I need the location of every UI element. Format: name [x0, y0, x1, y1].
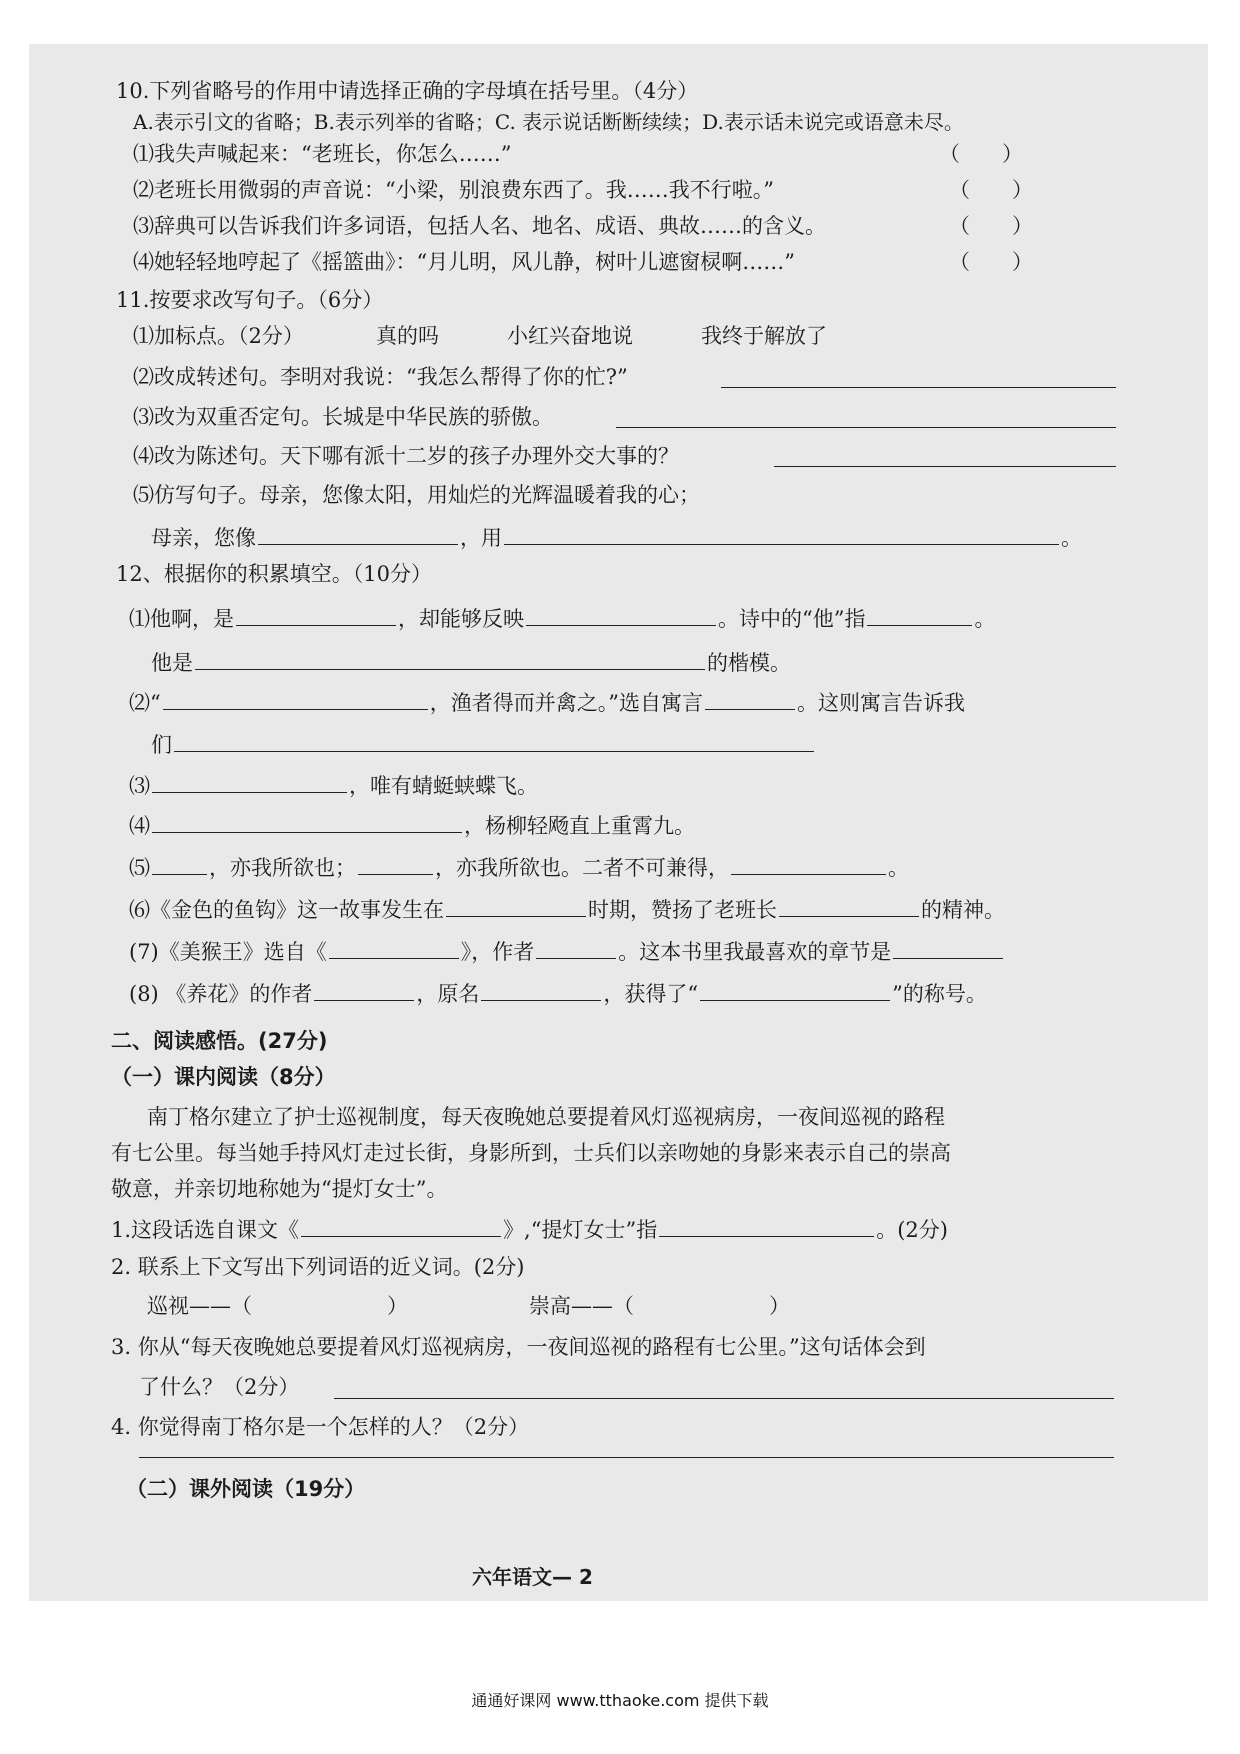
- blank[interactable]: [536, 934, 616, 959]
- blank[interactable]: [329, 934, 459, 959]
- q12-line-10: [129, 976, 987, 1009]
- blank[interactable]: [446, 892, 586, 917]
- text: 的精神。: [921, 898, 1005, 922]
- q12-line-4: [151, 727, 816, 760]
- blank[interactable]: [481, 976, 601, 1001]
- answer-line-reading-q4[interactable]: [139, 1457, 1114, 1458]
- q10-options: A.表示引文的省略；B.表示列举的省略；C. 表示说话断断续续；D.表示话未说完或语意未尽。: [133, 110, 964, 134]
- q10-item-2: ⑵老班长用微弱的声音说：“小梁，别浪费东西了。我……我不行啦。”: [133, 178, 774, 202]
- blank[interactable]: [867, 601, 972, 626]
- blank[interactable]: [705, 685, 795, 710]
- text: ⑵“: [129, 691, 161, 715]
- blank[interactable]: [504, 520, 1059, 545]
- answer-paren-1[interactable]: （ ）: [939, 142, 1023, 166]
- text: ，用: [460, 526, 502, 550]
- q11-title: 11.按要求改写句子。（6分）: [116, 288, 384, 312]
- q11-p1-part-c: 我终于解放了: [701, 324, 827, 348]
- blank[interactable]: [526, 601, 716, 626]
- text: ，亦我所欲也。二者不可兼得，: [435, 856, 729, 880]
- text: ，原名: [416, 982, 480, 1006]
- q10-item-3: ⑶辞典可以告诉我们许多词语，包括人名、地名、成语、典故……的含义。: [133, 214, 826, 238]
- text: ）: [387, 1294, 408, 1318]
- q11-p1-label: ⑴加标点。（2分）: [133, 324, 304, 348]
- q12-line-8: [129, 892, 1005, 925]
- text: ，杨柳轻飏直上重霄九。: [464, 814, 695, 838]
- text: 。诗中的“他”指: [718, 607, 866, 631]
- q12-line-1: [129, 601, 995, 634]
- text: ⑶: [129, 774, 150, 798]
- blank[interactable]: [258, 520, 458, 545]
- answer-paren-3[interactable]: （ ）: [949, 214, 1033, 238]
- text: ⑸: [129, 856, 150, 880]
- reading-q3-cont: 了什么？（2分）: [139, 1375, 300, 1399]
- reading-q2: 2. 联系上下文写出下列词语的近义词。(2分): [111, 1255, 525, 1279]
- reading-q4: 4. 你觉得南丁格尔是一个怎样的人？（2分）: [111, 1415, 530, 1439]
- q10-item-1: ⑴我失声喊起来：“老班长，你怎么……”: [133, 142, 512, 166]
- answer-line-q11-p3[interactable]: [616, 427, 1116, 428]
- q11-p5: ⑸仿写句子。母亲，您像太阳，用灿烂的光辉温暖着我的心；: [133, 483, 700, 507]
- q12-line-2: [151, 645, 791, 678]
- blank[interactable]: [700, 976, 890, 1001]
- text: 》，作者: [460, 940, 535, 964]
- text: 崇高——（: [529, 1294, 634, 1318]
- q12-line-9: [129, 934, 1005, 967]
- reading-q2-b: [529, 1291, 790, 1321]
- text: ⑷: [129, 814, 150, 838]
- text: 1.这段话选自课文《: [111, 1218, 300, 1242]
- text: ⑴他啊，是: [129, 607, 234, 631]
- text: (8) 《养花》的作者: [129, 982, 313, 1006]
- q11-p2: ⑵改成转述句。李明对我说：“我怎么帮得了你的忙?”: [133, 365, 628, 389]
- blank[interactable]: [314, 976, 414, 1001]
- reading-q2-a: [147, 1291, 408, 1321]
- text: 他是: [151, 651, 193, 675]
- blank[interactable]: [301, 1212, 501, 1237]
- text: ，却能够反映: [398, 607, 524, 631]
- q10-item-4: ⑷她轻轻地哼起了《摇篮曲》：“月儿明，风儿静，树叶儿遮窗棂啊……”: [133, 250, 795, 274]
- q10-title: 10.下列省略号的作用中请选择正确的字母填在括号里。（4分）: [116, 79, 699, 103]
- text: ）: [769, 1294, 790, 1318]
- blank[interactable]: [236, 601, 396, 626]
- q12-title: 12、根据你的积累填空。（10分）: [116, 562, 432, 586]
- text: ，亦我所欲也；: [209, 856, 356, 880]
- q12-line-3: [129, 685, 965, 718]
- passage-line-2: 有七公里。每当她手持风灯走过长街，身影所到，士兵们以亲吻她的身影来表示自己的崇高: [111, 1141, 951, 1165]
- answer-paren-4[interactable]: （ ）: [949, 250, 1033, 274]
- blank[interactable]: [893, 934, 1003, 959]
- q11-p1-part-a: 真的吗: [376, 324, 439, 348]
- q12-line-5: [129, 768, 538, 801]
- q12-line-7: [129, 850, 909, 883]
- page-footer: 六年语文— 2: [472, 1565, 593, 1589]
- text: 》,“提灯女士”指: [503, 1218, 658, 1242]
- passage-line-3: 敬意，并亲切地称她为“提灯女士”。: [111, 1177, 448, 1201]
- watermark: 通通好课网 www.tthaoke.com 提供下载: [471, 1691, 769, 1710]
- passage-line-1: 南丁格尔建立了护士巡视制度，每天夜晚她总要提着风灯巡视病房，一夜间巡视的路程: [147, 1105, 945, 1129]
- q11-p5-imitate: [151, 520, 1082, 553]
- text: ，唯有蜻蜓蛱蝶飞。: [349, 774, 538, 798]
- text: 。: [1061, 526, 1082, 550]
- blank[interactable]: [779, 892, 919, 917]
- answer-line-reading-q3[interactable]: [334, 1398, 1114, 1399]
- answer-line-q11-p2[interactable]: [721, 387, 1116, 388]
- text: 的楷模。: [707, 651, 791, 675]
- text: 。这则寓言告诉我: [797, 691, 965, 715]
- reading-q3: 3. 你从“每天夜晚她总要提着风灯巡视病房，一夜间巡视的路程有七公里。”这句话体会到: [111, 1335, 926, 1359]
- blank[interactable]: [195, 645, 705, 670]
- blank[interactable]: [174, 727, 814, 752]
- text: ，获得了“: [603, 982, 699, 1006]
- blank[interactable]: [152, 768, 347, 793]
- blank[interactable]: [152, 808, 462, 833]
- blank[interactable]: [163, 685, 428, 710]
- answer-line-q11-p4[interactable]: [774, 466, 1116, 467]
- text: 。(2分): [876, 1218, 948, 1242]
- reading-q1: [111, 1212, 948, 1245]
- text: 。这本书里我最喜欢的章节是: [618, 940, 892, 964]
- text: 巡视——（: [147, 1294, 252, 1318]
- q11-p1-part-b: 小红兴奋地说: [507, 324, 633, 348]
- text: 们: [151, 733, 172, 757]
- exam-page: [29, 44, 1208, 1601]
- text: 。: [974, 607, 996, 631]
- text: 时期，赞扬了老班长: [588, 898, 777, 922]
- q12-line-6: [129, 808, 695, 841]
- section-2-part-2-title: （二）课外阅读（19分）: [126, 1477, 366, 1501]
- blank[interactable]: [659, 1212, 874, 1237]
- text: (7)《美猴王》选自《: [129, 940, 327, 964]
- text: 母亲，您像: [151, 526, 256, 550]
- section-2-title: 二、阅读感悟。(27分): [111, 1029, 328, 1053]
- q11-p4: ⑷改为陈述句。天下哪有派十二岁的孩子办理外交大事的？: [133, 444, 679, 468]
- text: ”的称号。: [892, 982, 987, 1006]
- text: ，渔者得而并禽之。”选自寓言: [429, 691, 703, 715]
- blank[interactable]: [152, 850, 207, 875]
- text: 。: [888, 856, 909, 880]
- blank[interactable]: [731, 850, 886, 875]
- answer-paren-2[interactable]: （ ）: [949, 178, 1033, 202]
- text: ⑹《金色的鱼钩》这一故事发生在: [129, 898, 444, 922]
- q11-p3: ⑶改为双重否定句。长城是中华民族的骄傲。: [133, 405, 553, 429]
- section-2-part-1-title: （一）课内阅读（8分）: [111, 1065, 336, 1089]
- blank[interactable]: [358, 850, 433, 875]
